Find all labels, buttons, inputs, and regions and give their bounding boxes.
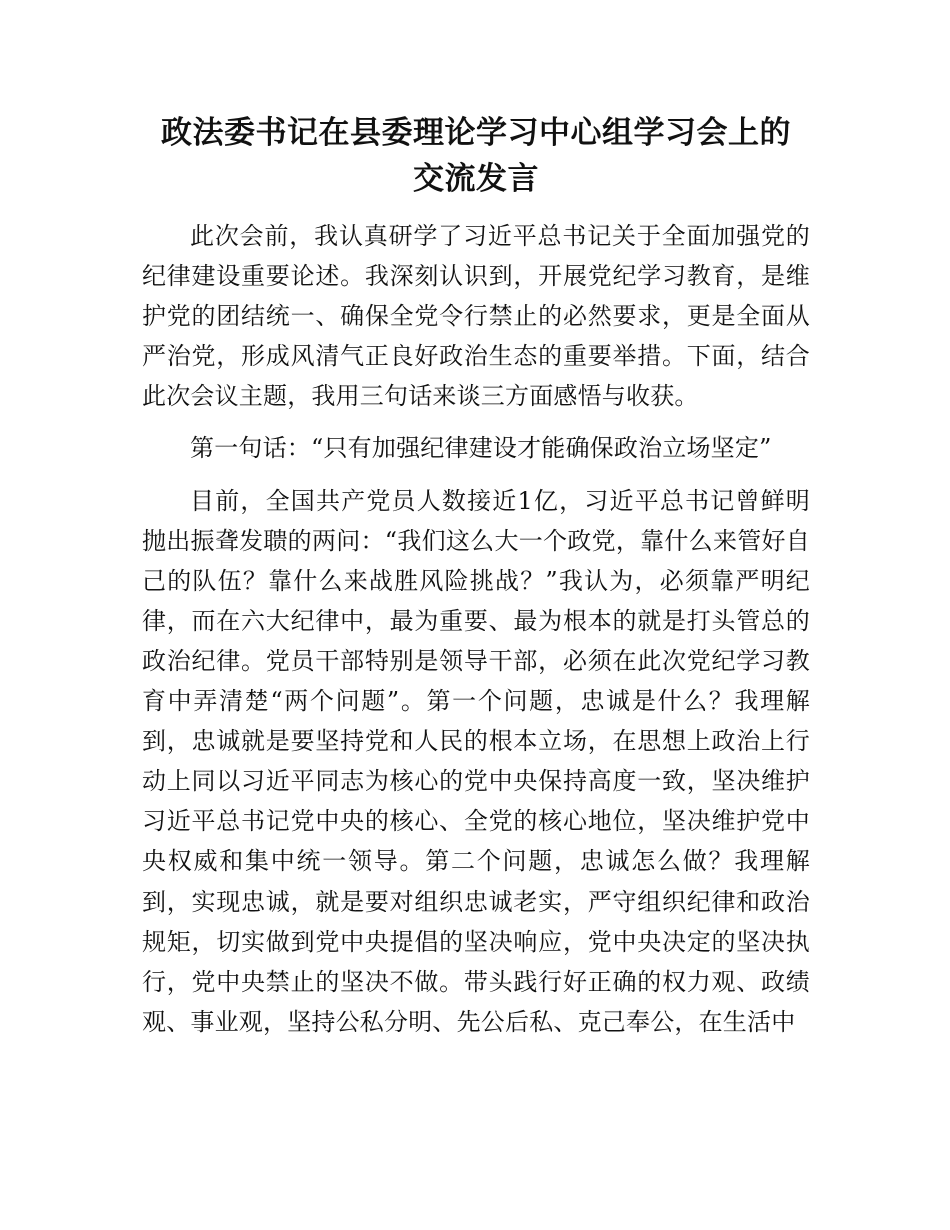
section-1-paragraph: 目前，全国共产党员人数接近1亿，习近平总书记曾鲜明抛出振聋发聩的两问：“我们这么大一个政党，靠什么来管好自己的队伍？靠什么来战胜风险挑战？”我认为，必须靠严明纪律，而在六大纪律中，最为重要、最为根本的就是打头管总的政治纪律。党员干部特别是领导干部，必须在此次党纪学习教育中弄清楚“两个问题”。第一个问题，忠诚是什么？我理解到，忠诚就是要坚持党和人民的根本立场，在思想上政治上行动上同以习近平同志为核心的党中央保持高度一致，坚决维护习近平总书记党中央的核心、全党的核心地位，坚决维护党中央权威和集中统一领导。第二个问题，忠诚怎么做？我理解到，实现忠诚，就是要对组织忠诚老实，严守组织纪律和政治规矩，切实做到党中央提倡的坚决响应，党中央决定的坚决执行，党中央禁止的坚决不做。带头践行好正确的权力观、政绩观、事业观，坚持公私分明、先公后私、克己奉公，在生活中	[142, 486, 810, 1036]
document-title-line-2: 交流发言	[413, 161, 539, 197]
document-body	[142, 110, 810, 1042]
document-title-line-1: 政法委书记在县委理论学习中心组学习会上的	[161, 115, 791, 151]
intro-paragraph: 此次会前，我认真研学了习近平总书记关于全面加强党的纪律建设重要论述。我深刻认识到，开展党纪学习教育，是维护党的团结统一、确保全党令行禁止的必然要求，更是全面从严治党，形成风清气正良好政治生态的重要举措。下面，结合此次会议主题，我用三句话来谈三方面感悟与收获。	[142, 222, 810, 411]
section-heading-1: 第一句话：“只有加强纪律建设才能确保政治立场坚定”	[190, 434, 772, 463]
document-title	[142, 110, 810, 202]
